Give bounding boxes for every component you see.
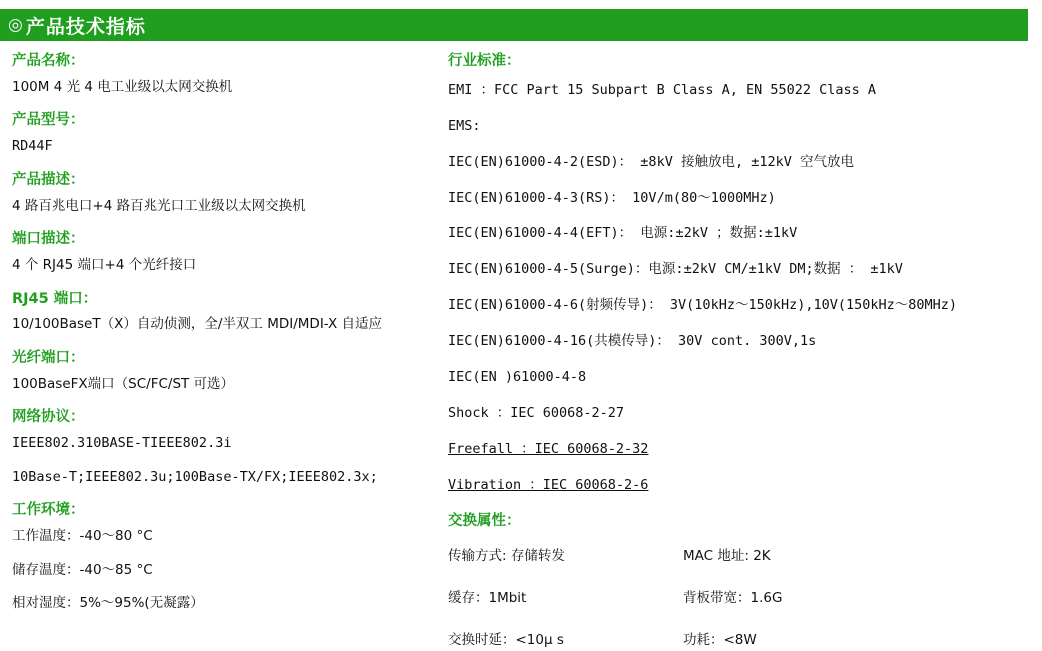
- standard-line: EMI ：FCC Part 15 Subpart B Class A, EN 55022 Class A: [448, 81, 877, 98]
- section-line: 100BaseFX端口（SC/FC/ST 可选）: [12, 375, 235, 392]
- right-column: [448, 52, 1028, 648]
- section-line: 工作温度：-40～80 °C: [12, 528, 153, 545]
- standard-line: IEC(EN)61000-4-5(Surge)：电源:±2kV CM/±1kV DM;数据 ： ±1kV: [448, 261, 903, 278]
- attr-item: 背板带宽：1.6G: [683, 590, 783, 607]
- section-title: 产品描述：: [12, 171, 85, 188]
- section-line: 10Base-T;IEEE802.3u;100Base-TX/FX;IEEE802.3x;: [12, 468, 378, 485]
- section-title: 工作环境：: [12, 502, 85, 519]
- section-line: 4 路百兆电口+4 路百兆光口工业级以太网交换机: [12, 197, 306, 214]
- standard-line: IEC(EN)61000-4-2(ESD)： ±8kV 接触放电, ±12kV 空气放电: [448, 153, 854, 170]
- standard-line: EMS:: [448, 117, 481, 134]
- standard-line: IEC(EN )61000-4-8: [448, 368, 587, 385]
- section-product-description: [12, 171, 442, 216]
- section-line: 储存温度：-40～85 °C: [12, 561, 153, 578]
- section-title-switching-attributes: 交换属性：: [448, 512, 521, 529]
- page-title: 产品技术指标: [25, 15, 146, 38]
- section-title: 端口描述：: [12, 231, 85, 248]
- section-port-description: [12, 230, 442, 275]
- standard-line-text: Freefall ：IEC 60068-2-32: [448, 440, 649, 457]
- section-title-industry-standards: 行业标准：: [448, 53, 521, 69]
- section-rj45-port: [12, 290, 442, 335]
- attr-item: 功耗：<8W: [683, 632, 757, 649]
- standard-line: IEC(EN)61000-4-3(RS)： 10V/m(80～1000MHz): [448, 189, 776, 206]
- attr-item: 交换时延：<10μ s: [448, 632, 564, 649]
- standard-line: [448, 476, 1028, 495]
- section-line: IEEE802.310BASE-TIEEE802.3i: [12, 435, 232, 452]
- standard-line: IEC(EN)61000-4-6(射频传导)： 3V(10kHz～150kHz),10V(150kHz～80MHz): [448, 297, 958, 314]
- section-fiber-port: [12, 349, 442, 394]
- section-network-protocol: [12, 408, 442, 487]
- attr-item: MAC 地址: 2K: [683, 548, 771, 565]
- section-product-model: [12, 111, 442, 156]
- switching-attributes-grid: [448, 544, 1028, 648]
- section-line: 相对湿度：5%～95%(无凝露）: [12, 595, 204, 612]
- section-title: 产品型号：: [12, 112, 85, 129]
- section-product-name: [12, 52, 442, 97]
- section-operating-environment: [12, 501, 442, 614]
- standard-line: Shock ：IEC 60068-2-27: [448, 404, 625, 421]
- standard-line-text: Vibration ：IEC 60068-2-6: [448, 476, 649, 493]
- section-title: 网络协议：: [12, 409, 85, 426]
- target-icon: ◎: [8, 14, 23, 35]
- attr-item: 缓存：1Mbit: [448, 590, 527, 607]
- section-title: RJ45 端口：: [12, 290, 98, 307]
- left-column: [12, 52, 442, 628]
- section-line: 10/100BaseT（X）自动侦测，全/半双工 MDI/MDI-X 自适应: [12, 316, 383, 333]
- section-line: 4 个 RJ45 端口+4 个光纤接口: [12, 257, 197, 274]
- section-line: RD44F: [12, 138, 53, 155]
- standard-line: [448, 440, 1028, 459]
- section-title: 产品名称：: [12, 53, 85, 69]
- standard-line: IEC(EN)61000-4-16(共模传导)： 30V cont. 300V,1s: [448, 333, 817, 350]
- section-title: 光纤端口：: [12, 350, 85, 367]
- section-line: 100M 4 光 4 电工业级以太网交换机: [12, 78, 233, 95]
- page-header: [0, 9, 1028, 41]
- standard-line: IEC(EN)61000-4-4(EFT)： 电源:±2kV ；数据:±1kV: [448, 225, 798, 242]
- attr-item: 传输方式: 存储转发: [448, 548, 565, 565]
